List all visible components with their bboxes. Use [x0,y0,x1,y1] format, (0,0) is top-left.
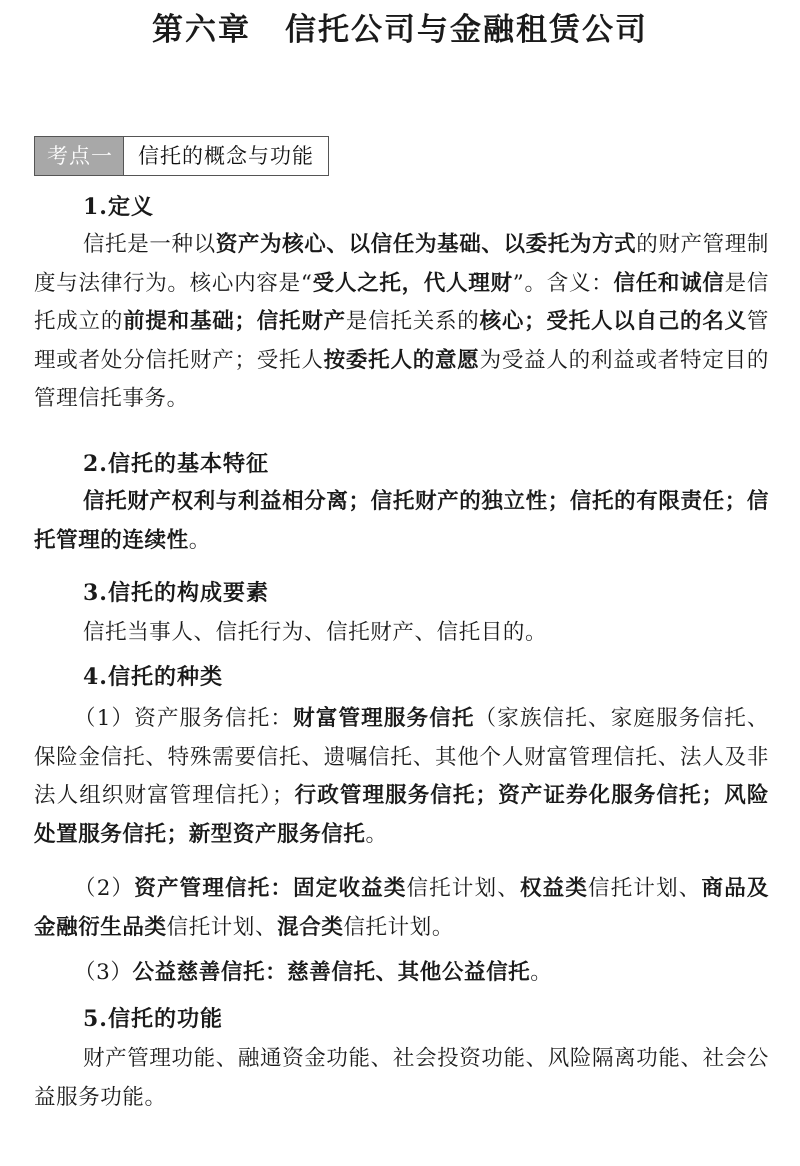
bold-text: 受人之托，代人理财 [312,270,513,296]
text: 。 [530,960,553,985]
paragraph-definition [34,226,769,419]
bold-text: 核心；受托人以自己的名义 [479,309,747,334]
chapter-name: 信托公司与金融租赁公司 [285,12,648,48]
text: 为受益人的利益或者特定目的管理信托事务。 [34,347,769,411]
text: 信托计划、 [588,876,702,901]
text: ”。含义： [512,270,614,296]
bold-text: 商品及金融衍生品类 [34,876,769,940]
text: 信托当事人、信托行为、信托财产、信托目的。 [83,620,548,645]
bold-text: 行政管理服务信托；资产证券化服务信托；风险处置服务信托；新型资产服务信托 [34,783,769,847]
paragraph-elements [34,614,769,653]
chapter-title [0,4,800,49]
section-heading: 3.信托的构成要素 [83,580,269,606]
text: 信托计划、 [406,876,520,901]
kaodian-tag: 考点一 [35,137,123,175]
bold-text: 信托财产权利与利益相分离；信托财产的独立性；信托的有限责任；信托管理的连续性 [34,489,769,553]
paragraph-types-1 [34,700,769,854]
bold-text: 混合类 [277,914,344,940]
text: （2） [74,876,135,901]
text: 。 [188,527,211,553]
text: 是信托成立的 [34,270,769,334]
text: 信托计划、 [166,914,278,940]
bold-text: 资产为核心、以信任为基础、以委托为方式 [215,232,637,257]
paragraph-functions [34,1040,769,1117]
bold-text: 财富管理服务信托 [293,706,475,731]
bold-text: 前提和基础；信托财产 [123,309,346,334]
kaodian-box [34,136,329,176]
text: （1）资产服务信托： [74,706,294,731]
paragraph-types-2 [34,870,769,947]
paragraph-types-3 [34,954,769,993]
text: 是信托关系的 [345,309,480,334]
bold-text: 公益慈善信托：慈善信托、其他公益信托 [132,960,531,985]
text: 。 [365,821,388,847]
bold-text: 资产管理信托：固定收益类 [134,876,407,901]
text: （家族信托、家庭服务信托、保险金信托、特殊需要信托、遗嘱信托、其他个人财富管理信托、法人及非法人组织财富管理信托）； [34,706,769,808]
bold-text: 信任和诚信 [613,270,725,296]
section-heading: 5.信托的功能 [83,1006,223,1032]
text: 信托是一种以 [83,232,216,257]
section-heading: 4.信托的种类 [83,664,223,690]
text: 信托计划。 [343,914,454,940]
kaodian-title: 信托的概念与功能 [123,137,328,175]
section-heading: 2.信托的基本特征 [83,451,269,477]
text: 管理或者处分信托财产；受托人 [34,309,769,373]
bold-text: 按委托人的意愿 [323,347,480,373]
text: （3） [74,960,133,985]
text: 财产管理功能、融通资金功能、社会投资功能、风险隔离功能、社会公益服务功能。 [34,1046,769,1110]
chapter-number: 第六章 [152,12,251,48]
bold-text: 权益类 [519,876,589,901]
section-heading: 1.定义 [83,194,154,220]
text: 的财产管理制度与法律行为。核心内容是“ [34,232,769,296]
paragraph-features [34,483,769,560]
